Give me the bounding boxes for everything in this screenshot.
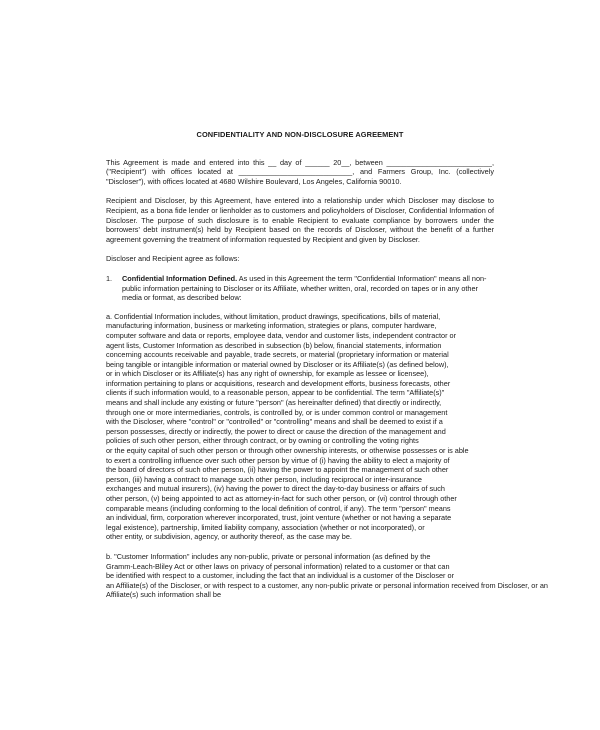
text-line: computer software and data or reports, employee data, vendor and customer lists, independent contractor or [106,330,457,340]
text-line: b. "Customer Information" includes any non-public, private or personal information (as defined by the [106,551,431,561]
text-line: the board of directors of such other person, (ii) having the power to appoint the management of such other [106,465,449,475]
section-1-heading: Confidential Information Defined. [122,273,238,283]
text-line: other person, (v) being appointed to act as attorney-in-fact for such other person, or (vi) control through other [106,494,457,503]
text-line: Gramm-Leach-Bliley Act or other laws on privacy of personal information) related to a customer or that can [106,561,450,571]
text-line: or in which Discloser or its Affiliate(s) has any right of ownership, for example as lessee or licensee), [106,369,429,379]
text-line: be identified with respect to a customer, including the fact that an individual is a customer of the Discloser or [106,571,454,581]
section-1-number: 1. [106,273,113,283]
text-line: to exert a controlling influence over such other person by virtue of (i) having the ability to elect a majority of [106,455,450,465]
text-line: person possesses, directly or indirectly, the power to direct or cause the direction of the management and [106,426,446,436]
recital-paragraph: Recipient and Discloser, by this Agreement, have entered into a relationship under which Discloser may disclose to Recipient, as a bona fide lender or lienholder as to customers and policyholders of Discloser, Confidential Information of Discloser. The purpose of such disclosure is to enable Recipient to evaluate compliance by borrowers under the borrowers' debt instrument(s) held by Recipient based on the records of Discloser, without the benefit of a further agreement governing the treatment of information requested by Recipient and given by Discloser. [106,196,494,244]
text-line: concerning accounts receivable and payable, trade secrets, or material (proprietary information or material [106,350,449,360]
intro-paragraph: This Agreement is made and entered into this __ day of ______ 20__, between __________________________, ("Recipient") with offices located at ____________________________, and Farmers Group, Inc. (collectively "Discloser"), with offices located at 4680 Wilshire Boulevard, Los Angeles, California 90010. [106,157,494,186]
document-title: CONFIDENTIALITY AND NON-DISCLOSURE AGREEMENT [196,130,404,139]
section-1-body [122,274,494,303]
paragraph-b [106,551,548,600]
text-line: exchanges and mutual insurers), (iv) having the power to direct the day-to-day business or affairs of such [106,484,445,494]
text-line: clients if such information would, to a reasonable person, appear to be confidential. The term "Affiliate(s)" [106,388,445,398]
text-line: an Affiliate(s) of the Discloser, or with respect to a customer, any non-public private or personal information received from Discloser, or an [106,580,548,590]
section-1 [106,274,494,303]
text-line: information pertaining to plans or acquisitions, research and development efforts, business forecasts, other [106,378,451,388]
agree-paragraph: Discloser and Recipient agree as follows: [106,254,240,264]
text-line: policies of such other person, either through contract, or by owning or controlling the voting rights [106,436,419,446]
document-body [106,130,548,610]
text-line: comparable means (including conforming to the local definition of control, if any). The term "person" means [106,503,451,513]
text-line: means and shall include any existing or future "person" (as hereinafter defined) that directly or indirectly, [106,398,442,408]
text-line: through one or more intermediaries, controls, is controlled by, or is under common control or management [106,407,448,417]
text-line: legal existence), partnership, limited liability company, association (whether or not incorporated), or [106,522,425,532]
text-line: manufacturing information, business or marketing information, strategies or plans, computer hardware, [106,321,437,331]
text-line: being tangible or intangible information or material owned by Discloser or its Affiliate(s) (as defined below), [106,359,449,369]
text-line: a. Confidential Information includes, without limitation, product drawings, specifications, bills of material, [106,311,441,321]
text-line: with the Discloser, where "control" or "controlled" or "controlling" means and shall be deemed to exist if a [106,417,443,427]
section-1-text: As used in this Agreement the term "Confidential Information" means all non-public information pertaining to Discloser or its Affiliate, whether written, oral, recorded on tapes or in any other media or format, as described below: [122,273,487,303]
text-line: an individual, firm, corporation wherever incorporated, trust, joint venture (whether or not having a separate [106,513,452,523]
text-line: Affiliate(s) such information shall be [106,590,222,600]
text-line: or the equity capital of such other person or through other ownership interests, or otherwise possesses or is able [106,446,469,456]
text-line: other entity, or subdivision, agency, or authority thereof, as the case may be. [106,532,352,542]
paragraph-a [106,312,494,542]
text-line: agent lists, Customer Information as described in subsection (b) below, financial statements, information [106,340,442,350]
text-line: person, (iii) having a contract to manage such other person, including reciprocal or inter-insurance [106,474,422,484]
